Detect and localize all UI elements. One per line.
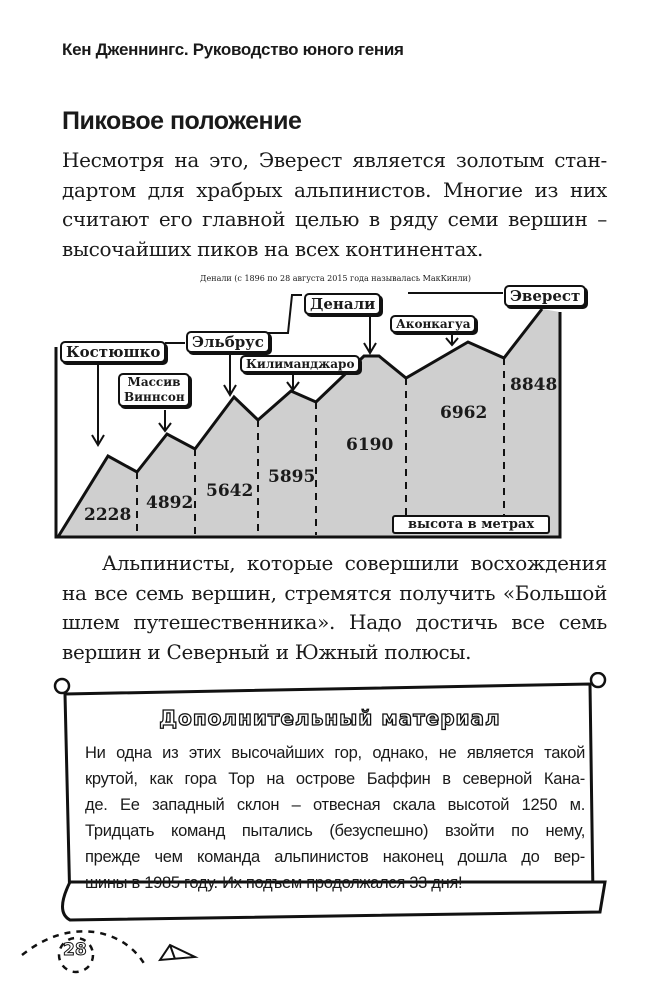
text-line: шлем путешественника». Надо достичь все семь [62,610,607,634]
text-line: дартом для храбрых альпинистов. Многие из них [62,177,607,202]
running-header: Кен Дженнингс. Руководство юного гения [62,40,404,59]
value-label: 5895 [268,467,316,487]
arrow [287,373,299,390]
text-line: крутой, как гора Тор на острове Баффин в северной Кана- [85,770,585,788]
text-line: высочайших пиков на всех континентах. [62,236,484,261]
arrow [159,410,171,431]
text-line: на все семь вершин, стремятся получить «Большой [62,580,607,605]
chart-annotation: Денали (с 1896 по 28 августа 2015 года называлась МакКинли) [200,274,471,283]
label-elbrus: Эльбрус [186,331,270,353]
section-title: Пиковое положение [62,107,302,135]
value-label: 4892 [146,493,194,513]
sidebar-text [85,740,585,896]
label-vinson: Массив Виннсон [118,373,190,407]
label-everest: Эверест [504,285,586,307]
text-line: де. Ее западный склон – отвесная скала высотой 1250 м. [85,796,585,814]
value-label: 5642 [206,481,254,501]
value-label: 6962 [440,403,488,423]
sidebar-scroll [45,672,615,922]
label-aconcagua: Аконкагуа [390,315,476,333]
arrow [92,365,104,445]
arrow [364,317,376,353]
pin-icon [55,679,69,693]
label-kilimanjaro: Килиманджаро [240,355,360,373]
sidebar-title: Дополнительный материал [159,706,501,730]
text-line: Тридцать команд пытались (безуспешно) взойти по нему, [85,822,585,840]
label-kosciuszko: Костюшко [60,341,166,363]
text-line: Альпинисты, которые совершили восхождения [102,551,607,575]
label-denali: Денали [304,293,381,315]
unit-label: высота в метрах [392,515,550,534]
value-label: 2228 [84,505,132,525]
pin-icon [591,673,605,687]
paper-plane-icon [160,945,195,960]
text-line: шины в 1985 году. Их подъем продолжался 33 дня! [85,874,463,892]
text-line: прежде чем команда альпинистов наконец дошла до вер- [85,848,585,866]
seven-summits-chart [40,265,600,545]
text-line: вершин и Северный и Южный полюсы. [62,639,472,664]
text-line: Ни одна из этих высочайших гор, однако, не является такой [85,744,585,762]
value-label: 8848 [510,375,558,395]
arrow [446,335,458,345]
paragraph-2 [62,549,607,667]
text-line: Несмотря на это, Эверест является золотым стан- [62,148,607,172]
paragraph-1 [62,146,607,264]
paper-plane-trail [20,925,220,995]
text-line: считают его главной целью в ряду семи вершин – [62,207,607,231]
page-number: 28 [63,940,87,960]
arrow [224,353,236,395]
value-label: 6190 [346,435,394,455]
